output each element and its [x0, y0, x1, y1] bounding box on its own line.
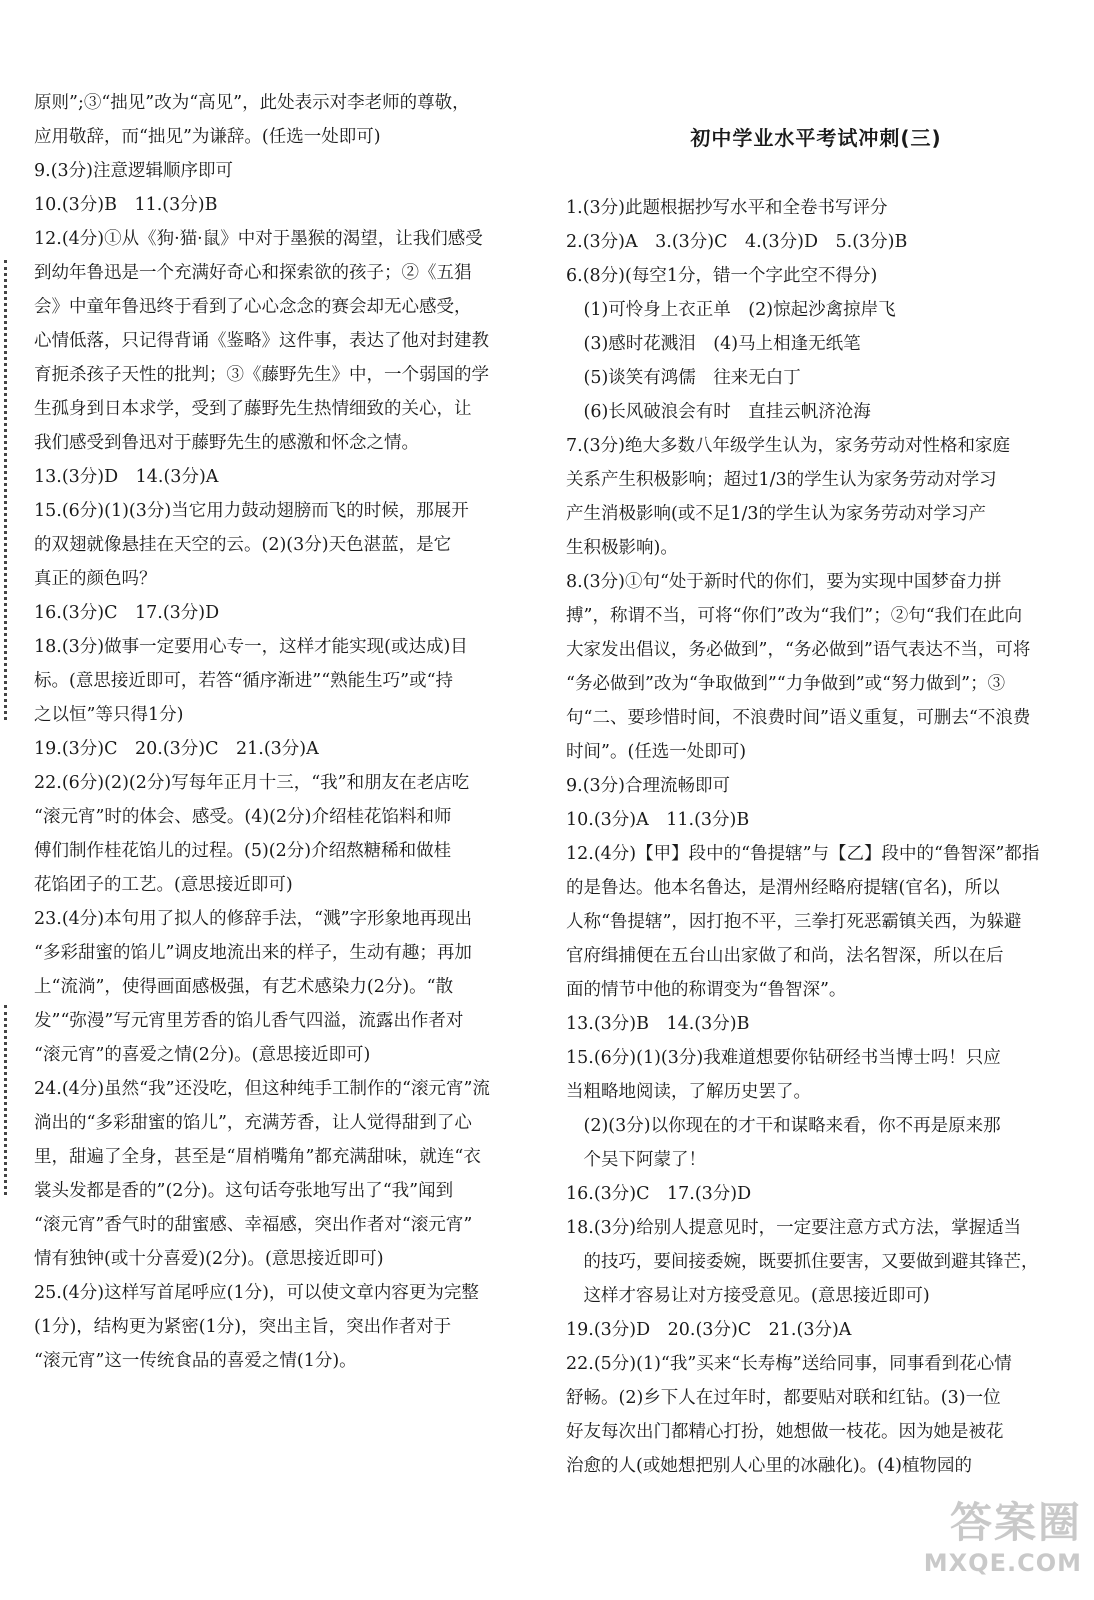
answer-line: 大家发出倡议，务必做到”，“务必做到”语气表达不当，可将: [566, 640, 1031, 660]
answer-line: 2.(3分)A 3.(3分)C 4.(3分)D 5.(3分)B: [566, 232, 908, 252]
answer-line: 22.(5分)(1)“我”买来“长寿梅”送给同事，同事看到花心情: [566, 1354, 1012, 1374]
answer-line: 情有独钟(或十分喜爱)(2分)。(意思接近即可): [34, 1249, 384, 1269]
answer-line: “多彩甜蜜的馅儿”调皮地流出来的样子，生动有趣；再加: [34, 943, 472, 963]
answer-line: 1.(3分)此题根据抄写水平和全卷书写评分: [566, 198, 888, 218]
answer-line: 生积极影响)。: [566, 538, 678, 558]
answer-line: 19.(3分)C 20.(3分)C 21.(3分)A: [34, 739, 319, 759]
section-title: 初中学业水平考试冲刺(三): [690, 126, 942, 150]
answer-line: 10.(3分)A 11.(3分)B: [566, 810, 750, 830]
answer-line: 9.(3分)注意逻辑顺序即可: [34, 161, 233, 181]
answer-line: (2)(3分)以你现在的才干和谋略来看，你不再是原来那: [566, 1116, 1001, 1136]
answer-line: 好友每次出门都精心打扮，她想做一枝花。因为她是被花: [566, 1422, 1004, 1442]
answer-line: “务必做到”改为“争取做到”“力争做到”或“努力做到”；③: [566, 674, 1006, 694]
answer-line: “滚元宵”时的体会、感受。(4)(2分)介绍桂花馅料和师: [34, 807, 452, 827]
answer-line: (1)可怜身上衣正单 (2)惊起沙禽掠岸飞: [566, 300, 896, 320]
answer-line: 治愈的人(或她想把别人心里的冰融化)。(4)植物园的: [566, 1456, 972, 1476]
answer-line: 这样才容易让对方接受意见。(意思接近即可): [566, 1286, 930, 1306]
answer-line: 当粗略地阅读，了解历史罢了。: [566, 1082, 811, 1102]
answer-line: 12.(4分)【甲】段中的“鲁提辖”与【乙】段中的“鲁智深”都指: [566, 844, 1040, 864]
left-answer-column: [34, 86, 540, 1378]
answer-line: 8.(3分)①句“处于新时代的你们，要为实现中国梦奋力拼: [566, 572, 1002, 592]
answer-line: 22.(6分)(2)(2分)写每年正月十三，“我”和朋友在老店吃: [34, 773, 470, 793]
answer-line: 里，甜遍了全身，甚至是“眉梢嘴角”都充满甜味，就连“衣: [34, 1147, 481, 1167]
answer-line: 我们感受到鲁迅对于藤野先生的感激和怀念之情。: [34, 433, 419, 453]
answer-line: 的是鲁达。他本名鲁达，是渭州经略府提辖(官名)，所以: [566, 878, 1000, 898]
answer-line: 花馅团子的工艺。(意思接近即可): [34, 875, 293, 895]
answer-line: 15.(6分)(1)(3分)我难道想要你钻研经书当博士吗！只应: [566, 1048, 1001, 1068]
answer-line: 个吴下阿蒙了！: [566, 1150, 706, 1170]
answer-line: 7.(3分)绝大多数八年级学生认为，家务劳动对性格和家庭: [566, 436, 1010, 456]
answer-line: 搏”，称谓不当，可将“你们”改为“我们”；②句“我们在此向: [566, 606, 1023, 626]
answer-line: 之以恒”等只得1分): [34, 705, 184, 725]
answer-line: 15.(6分)(1)(3分)当它用力鼓动翅膀而飞的时候，那展开: [34, 501, 469, 521]
answer-line: 面的情节中他的称谓变为“鲁智深”。: [566, 980, 847, 1000]
answer-line: 关系产生积极影响；超过1/3的学生认为家务劳动对学习: [566, 470, 997, 490]
answer-line: 产生消极影响(或不足1/3的学生认为家务劳动对学习产: [566, 504, 986, 524]
answer-line: 的双翅就像悬挂在天空的云。(2)(3分)天色湛蓝，是它: [34, 535, 452, 555]
answer-line: 25.(4分)这样写首尾呼应(1分)，可以使文章内容更为完整: [34, 1283, 479, 1303]
answer-line: 句“二、要珍惜时间，不浪费时间”语义重复，可删去“不浪费: [566, 708, 1031, 728]
answer-line: 12.(4分)①从《狗·猫·鼠》中对于墨猴的渴望，让我们感受: [34, 229, 483, 249]
watermark-brand-text: 答案圈: [949, 1498, 1082, 1547]
answer-line: 生孤身到日本求学，受到了藤野先生热情细致的关心，让: [34, 399, 472, 419]
answer-line: 18.(3分)给别人提意见时，一定要注意方式方法，掌握适当: [566, 1218, 1022, 1238]
answer-line: 的技巧，要间接委婉，既要抓住要害，又要做到避其锋芒，: [566, 1252, 1039, 1272]
watermark-logo: [872, 1498, 1082, 1594]
answer-line: “滚元宵”的喜爱之情(2分)。(意思接近即可): [34, 1045, 371, 1065]
answer-line: 18.(3分)做事一定要用心专一，这样才能实现(或达成)目: [34, 637, 468, 657]
answer-line: 6.(8分)(每空1分，错一个字此空不得分): [566, 266, 878, 286]
answer-line: 淌出的“多彩甜蜜的馅儿”，充满芳香，让人觉得甜到了心: [34, 1113, 472, 1133]
binding-dotted-line-lower: [4, 1005, 11, 1195]
answer-line: “滚元宵”这一传统食品的喜爱之情(1分)。: [34, 1351, 357, 1371]
answer-line: 24.(4分)虽然“我”还没吃，但这种纯手工制作的“滚元宵”流: [34, 1079, 490, 1099]
answer-line: 傅们制作桂花馅儿的过程。(5)(2分)介绍熬糖稀和做桂: [34, 841, 452, 861]
answer-line: 育扼杀孩子天性的批判；③《藤野先生》中，一个弱国的学: [34, 365, 489, 385]
answer-line: 裳头发都是香的”(2分)。这句话夸张地写出了“我”闻到: [34, 1181, 454, 1201]
answer-line: 上“流淌”，使得画面感极强，有艺术感染力(2分)。“散: [34, 977, 454, 997]
answer-line: 发”“弥漫”写元宵里芳香的馅儿香气四溢，流露出作者对: [34, 1011, 464, 1031]
answer-line: 时间”。(任选一处即可): [566, 742, 747, 762]
answer-line: (1分)，结构更为紧密(1分)，突出主旨，突出作者对于: [34, 1317, 452, 1337]
answer-line: 人称“鲁提辖”，因打抱不平，三拳打死恶霸镇关西，为躲避: [566, 912, 1022, 932]
answer-line: 19.(3分)D 20.(3分)C 21.(3分)A: [566, 1320, 852, 1340]
answer-line: 会》中童年鲁迅终于看到了心心念念的赛会却无心感受，: [34, 297, 472, 317]
right-answer-column: [566, 191, 1066, 1483]
answer-line: 16.(3分)C 17.(3分)D: [34, 603, 220, 623]
answer-line: 13.(3分)B 14.(3分)B: [566, 1014, 750, 1034]
answer-line: 标。(意思接近即可，若答“循序渐进”“熟能生巧”或“持: [34, 671, 454, 691]
answer-line: 13.(3分)D 14.(3分)A: [34, 467, 219, 487]
answer-line: 心情低落，只记得背诵《鉴略》这件事，表达了他对封建教: [34, 331, 489, 351]
answer-line: 真正的颜色吗？: [34, 569, 157, 589]
answer-line: 舒畅。(2)乡下人在过年时，都要贴对联和红钻。(3)一位: [566, 1388, 1001, 1408]
answer-line: 9.(3分)合理流畅即可: [566, 776, 730, 796]
answer-line: (3)感时花溅泪 (4)马上相逢无纸笔: [566, 334, 861, 354]
answer-line: 23.(4分)本句用了拟人的修辞手法，“溅”字形象地再现出: [34, 909, 473, 929]
watermark-url-text: MXQE.COM: [923, 1549, 1082, 1577]
answer-line: (5)谈笑有鸿儒 往来无白丁: [566, 368, 801, 388]
answer-line: 原则”;③“拙见”改为“高见”，此处表示对李老师的尊敬，: [34, 93, 470, 113]
answer-line: 官府缉捕便在五台山出家做了和尚，法名智深，所以在后: [566, 946, 1004, 966]
answer-line: 16.(3分)C 17.(3分)D: [566, 1184, 752, 1204]
binding-dotted-line: [4, 260, 11, 720]
answer-line: 10.(3分)B 11.(3分)B: [34, 195, 218, 215]
answer-line: 应用敬辞，而“拙见”为谦辞。(任选一处即可): [34, 127, 381, 147]
answer-line: (6)长风破浪会有时 直挂云帆济沧海: [566, 402, 871, 422]
answer-line: “滚元宵”香气时的甜蜜感、幸福感，突出作者对“滚元宵”: [34, 1215, 473, 1235]
answer-line: 到幼年鲁迅是一个充满好奇心和探索欲的孩子；②《五猖: [34, 263, 472, 283]
